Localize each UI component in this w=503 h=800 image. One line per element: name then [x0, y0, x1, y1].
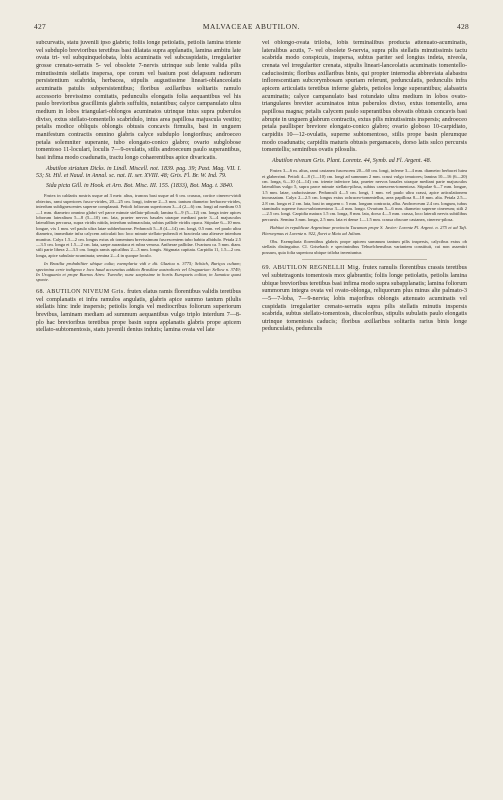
species-entry: [262, 265, 467, 334]
habitat-paragraph: In Brasilia probabiliter ubique culta; exemplaria vidi e dit. Glaziou n. 3775; Schüch, Buriços cultam; specimina certe indigena e loco haud accuratius addicto Brasiliae australioris vel Uruguariae: Sellow n. 3749; In Uruguaria et prope Buenos Aires: Tweedie; nunc saepissime in hortis Europaeis colitur, in Jamaica quasi sponte.: [36, 261, 241, 283]
section-divider: [302, 259, 427, 260]
habitat-paragraph: Habitat in republicae Argentinae provincia Tucuman prope S. Javier: Lorentz Fl. Argent. n. 275 et ad Tafi. Hieronymus et Lorentz n. 922, floret a Maio ad Julium.: [262, 225, 467, 236]
description-paragraph: vel oblongo-ovata triloba, lobis terminalibus producta attenuato-acuminatis, lateralibus acutis, 7- vel obsolete 9-nervia, supra pilis stellatis minutissimis tactu scabrida modo conspicuis, inspersa, subtus pariter sed longius indeta, niveola, crenata vel irregulariter crenata, stipulis lineari-lanceolatis acuminatis tomentello-caducissimis; floribus axillaribus binis, qui propter internodia abbreviata alabastra inflorescentiam subcorymbosam spuriam referunt, pedunculatis, pedunculis infra apicem articulatis teretibus inferne glabris, petiolos longe superantibus; alabastris acuminatis; calyce campanulato basi rotundato ultra medium in lobos ovato-triangulares breviter acuminatos intus puberulos diviso, extus tomentello, area papillosa magna; petalis calycem paulo superantibus obovatis obtusis concavis basi abrupte in unguem glabrum contractis, extus pilis minutissimis inspersis; androeceo petala paullisper breviore elongato-conico glabro; ovario globoso 10-carpidiato, carpidiis 10—12-ovulatis, superne subtomentoso, stilis prope basin plerumque modo coadunatis; carpidiis maturis obtusis pergamaceis, dorso latis sulco percursis tomentellis; seminibus ovatis pilosulis.: [262, 40, 467, 154]
species-entry: [36, 289, 241, 335]
detail-paragraph: Frutex 3—6 m. altus, rami castanea fuscescens 20—60 cm. longi, inferne 3—4 mm. diametro herbacei lutea et glaberrimi. Petioli 4—8 (1—10) cm. longi ad summum 2 mm. crassi vulgo tenuiores; lamina 10—16 (6—20) cm. longa, 6—10 (4—14) cm. triente inferiore lata, praeter nervos basales utraque mediani parte majusculos lateralibus vulgo 5, supra parce minute stellato-pilosa, subtus canescens-tomentosa. Stipulae 6—7 mm. longae, 1.5 mm. latae, caducissimae. Pedunculi 4—5 cm. longi, 1 mm. vel paulo ultra crassi, apice articulationem incrassatam. Calyx 2—2.5 cm. longus extus ochraceo-tomentellus, area papillosa 8—10 mm. alta. Petala 2.5—2.8 cm. longa et 2 cm. lata, basi in unguem c. 5 mm. longum contracta, alba. Androeceum 2.4 cm. longum, tubus staminalis superne fusco-subtomentoso 3—4 mm. longo. Ovarium 5—6 mm. diametro superne cinereum; stili 2—2.5 cm. longi. Carpidia matura 1.5 cm. longa, 8 mm. lata, dorso 4—5 mm. crassa, loco laterali nervis subtilibus percursis. Semina 3 mm. longa, 2.5 mm. lata et dense 1—1.5 mm. crassa obscure castanea, cinereo-pilosa.: [262, 168, 467, 222]
right-column: [262, 40, 467, 682]
citation: Abutilon niveum Gris. Plant. Lorentz. 44, Symb. ad Fl. Argent. 48.: [272, 157, 432, 164]
page-number-left: 427: [34, 22, 46, 31]
species-heading: 68. ABUTILON NIVEUM Gris.: [36, 288, 126, 295]
citation: Abutilon striatum Dicks. in Lindl. Miscell. not. 1839. pag. 39; Paxt. Mag. VII. I. 53; St. Hil. et Naud. in Annal. sc. nat. II. ser. XVIII. 48; Gris. Fl. Br. W. Ind. 79.: [36, 165, 241, 179]
description-paragraph: subcurvatis, statu juvenili ipso glabris; foliis longe petiolatis, petiolis lamina triente vel subduplo brevioribus teretibus basi dilatata supra applanatis, lamina ambitu late ovata tri- vel subquinquelobata, lobis acuminatis vel subcuspidatis, irregulariter grosse crenato-serratis 5- vel obsolete 7-nervis utrinque sub lente valida pilis minutissimis stellatis inspersa, ope corum vel basium post delapsum radiorum persistentium scabrida, herbacea, stipulis augustissime lineari-oblanceolatis acuminatis patulis subpersistentibus; floribus axillaribus solitariis ramulo accessorio brevissimo comitatis, pedunculis elongatis folia aequantibus vel his paulo brevioribus gracillimis glabris suffultis, nutantibus; calyce campanulato ultra medium in lobos triangulari-oblongos acuminatos utrinque intus supra puberulos diviso, extus stellato-tomentello scabridulo, intus area papillosa majuscula vestito; petalis modice obliquis oblongis obtusis concavis firmulis, basi in unguem manifestum contractis omnino glabris calyce subduplo longioribus; androeceo petala solemniter superante, tubo elongato-conico glabro; ovario subglobose tomentoso 11-loculari, loculis 7—9-ovulatis, stilis androeceum paulo superantibus, basi infima modo coadunatis, tractu longo cohaerentibus apice divaricatis.: [36, 40, 241, 161]
species-description: frutex ramulis florentibus crassis teretibus vel subtetragonis tomentosis mox glabrantis; foliis longe petiolatis, petiolis lamina ubique brevioribus teretibus basi infima modo supra subapplanatis; lamina foliorum summorum integra ovata vel ovato-oblonga, reliquorum plus minus alte palmato-3—5—7-loba, 7—9-nervia; lobis majoribus oblongis attenuato acuminatis vel cuspidatis irregulariter crenato-serratis supra pilis stellatis minutis inspersis scabrida, subtus stellato-tomentosis, discoloribus, stipulis subulatis paulo elongatis utrinque tomentosis caducis; floribus axillaribus solitariis rarius binis longe pedunculatis, pedunculis: [262, 265, 467, 333]
running-head: MALVACEAE ABUTILON.: [202, 22, 301, 31]
page-number-right: 428: [457, 22, 469, 31]
citation: Sida picta Gill. in Hook. et Arn. Bot. Misc. III. 155. (1833), Bot. Mag. t. 3840.: [46, 183, 234, 190]
species-description: frutex elatus ramis florentibus validis teretibus vel complanatis et infra ramulos angulatis, glabris apice summo tantum pilulis stellatis hinc inde inspersis; petiolis longis vel mediocribus foliorum superiorum brevibus, laminam mediam ad summum aequantibus vulgo triplo interdum 7—8-plo hac brevioribus teretibus prope basin supra applanatis glabris prope apicem stellato-subtomentosis, statu juvenili denius indutis; lamina ovata vel late: [36, 288, 241, 334]
detail-paragraph: Frutex in caldariis nostris usque ad 3 metr. altus, truncus basi usque ad 6 cm. crassus, cortice cinereo-viridi obtectus, rami superiores fusco-virides, 20—25 cm. longi, inferne 2—3 mm. tantum diametro herbaceo-virides, interdum sublignescentes superne complanati. Petioli foliorum superiorum 3—4 (2—6) cm. longi ad medium 0.5—1 mm. diametro omnino glabri vel parce minute stellato-pilosuli; lamina 6—9 (5—12) cm. longa inter apices loborum lateralium 5—8 (5—10) cm. lata, praeter nervos basales utraque mediani parte 3—4 majusculos lateralibus percursa, supra viridis nitida, interdum submaculata, subtus pallide viridis opaca. Stipulae 6—10 mm. longae, vix 1 mm. vel paulo ultra latae subherbaceae. Pedunculi 5—8 (4—14) cm. longi, 0.5 mm. vel paulo ultra diametro, immediate infra calycem articulati hoc loco minute stellato-puberuli et bracteola una alterave interdum munitus. Calyx 1.5—2 cm. longus extus ob tomentum brevissimum fuscescentem tubo habitu albidulo. Petala 2.5—3.5 cm. longa et 1.5—2 cm. lata, saepe aurantiaca et rubra venosa. Antherae pallidae. Ovarium ca. 5 mm. diam. stili parte libera 2—3.5 cm. longis ramis apicalibus 2—3 mm. longis. Stigmata capitata. Carpidia 11, 1.5—2 cm. longa, apice subulato-acuminata; semina 2—4 in quoque loculo.: [36, 193, 241, 258]
observation-paragraph: Obs. Exemplaria florentibus glabris prope apicem summum tantum pilis inspersis, calycibus extus ob stellatis distinguitur. Cl. Grisebach e speciminibus Tehuelchensibus variantem constituit, cui non assentiri possum, quia folia superiora ubique triloba inveniuntur.: [262, 239, 467, 255]
species-heading: 69. ABUTILON REGNELLII Mig.: [262, 265, 361, 272]
left-column: [36, 40, 241, 786]
